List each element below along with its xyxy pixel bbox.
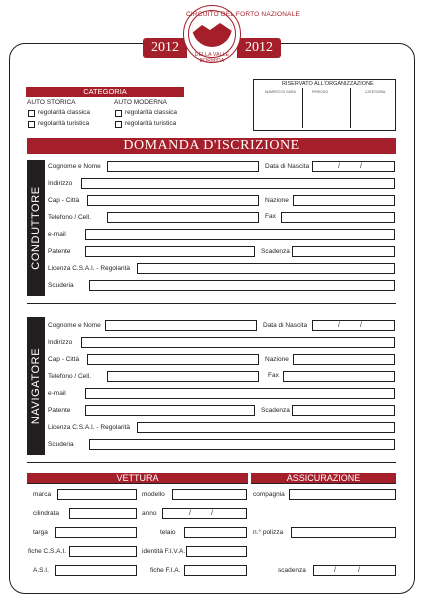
driver-phone-label: Telefono / Cell. (48, 214, 91, 221)
nav-address-input[interactable] (81, 337, 395, 348)
vehicle-csai-sheet-label: fiche C.S.A.I. (28, 548, 66, 555)
logo-year-left: 2012 (143, 38, 187, 58)
driver-city-label: Cap - Città (48, 197, 80, 204)
moderna-classica-checkbox[interactable] (115, 110, 122, 117)
logo-ring-text-top: CIRCUITO DEL FORTO NAZIONALE (186, 11, 301, 18)
moderna-turistica-label: regolarità turistica (125, 120, 177, 127)
storica-classica-checkbox[interactable] (28, 110, 35, 117)
event-logo (140, 5, 301, 77)
vehicle-brand-label: marca (33, 491, 52, 498)
vehicle-fiva-label: identità F.I.V.A. (142, 548, 186, 555)
vehicle-year-label: anno (142, 510, 157, 517)
vehicle-fia-input[interactable] (184, 565, 247, 576)
nav-nation-label: Nazione (265, 356, 289, 363)
driver-license-input[interactable] (85, 246, 255, 257)
driver-expiry-label: Scadenza (261, 248, 290, 255)
insurance-expiry-label: scadenza (278, 567, 306, 574)
driver-expiry-input[interactable] (292, 246, 395, 257)
logo-year-right: 2012 (237, 38, 281, 58)
section-divider (27, 462, 396, 463)
driver-side-label: CONDUTTORE (27, 160, 45, 296)
driver-team-input[interactable] (89, 280, 395, 291)
nav-birth-label: Data di Nascita (263, 322, 308, 329)
vehicle-model-input[interactable] (172, 489, 247, 500)
nav-csai-input[interactable] (137, 422, 395, 433)
vehicle-displacement-label: cilindrata (33, 510, 60, 517)
logo-ring-text-bottom: DELLA VALLE BORMIDA (194, 52, 230, 64)
vehicle-fia-label: fiche F.I.A. (150, 567, 181, 574)
insurance-company-label: compagnia (253, 491, 285, 498)
driver-team-label: Scuderia (48, 282, 74, 289)
vehicle-csai-sheet-input[interactable] (69, 546, 137, 557)
nav-team-label: Scuderia (48, 441, 74, 448)
nav-license-label: Patente (48, 407, 71, 414)
nav-nation-input[interactable] (293, 354, 395, 365)
nav-name-label: Cognome e Nome (48, 322, 101, 329)
navigator-side-label: NAVIGATORE (27, 317, 45, 455)
category-header: CATEGORIA (26, 87, 184, 97)
vehicle-header: VETTURA (27, 473, 248, 483)
vehicle-asi-label: A.S.I. (33, 567, 49, 574)
driver-email-input[interactable] (85, 229, 395, 240)
vehicle-displacement-input[interactable] (69, 508, 137, 519)
nav-address-label: Indirizzo (48, 339, 73, 346)
vehicle-chassis-label: telaio (160, 529, 176, 536)
nav-fax-label: Fax (268, 372, 279, 379)
driver-address-input[interactable] (81, 178, 395, 189)
insurance-company-input[interactable] (289, 489, 396, 500)
nav-team-input[interactable] (89, 439, 395, 450)
nav-license-input[interactable] (85, 405, 255, 416)
insurance-header: ASSICURAZIONE (251, 473, 396, 483)
org-col-race-number: NUMERO DI GARA (265, 90, 296, 94)
nav-expiry-input[interactable] (292, 405, 395, 416)
form-title: DOMANDA D'ISCRIZIONE (27, 138, 396, 154)
auto-storica-label: AUTO STORICA (27, 99, 76, 106)
organization-title: RISERVATO ALL'ORGANIZZAZIONE (282, 81, 374, 87)
storica-classica-label: regolarità classica (38, 109, 91, 116)
driver-csai-label: Licenza C.S.A.I. - Regolarità (48, 265, 131, 272)
nav-email-label: e-mail (48, 390, 66, 397)
driver-fax-label: Fax (265, 213, 276, 220)
driver-phone-input[interactable] (107, 212, 259, 223)
driver-address-label: Indirizzo (48, 180, 73, 187)
driver-fax-input[interactable] (281, 212, 395, 223)
driver-birth-label: Data di Nascita (265, 163, 310, 170)
driver-csai-input[interactable] (137, 263, 395, 274)
vehicle-model-label: modello (142, 491, 165, 498)
driver-name-input[interactable] (107, 161, 259, 172)
driver-city-input[interactable] (87, 195, 259, 206)
driver-nation-label: Nazione (265, 197, 289, 204)
nav-phone-label: Telefono / Cell. (48, 373, 91, 380)
insurance-policy-input[interactable] (291, 527, 396, 538)
auto-moderna-label: AUTO MODERNA (114, 99, 167, 106)
vehicle-chassis-input[interactable] (184, 527, 247, 538)
driver-license-label: Patente (48, 248, 71, 255)
org-col-category: CATEGORIA (365, 90, 386, 94)
nav-fax-input[interactable] (283, 371, 395, 382)
insurance-policy-label: n.° polizza (253, 529, 284, 536)
driver-birth-input[interactable] (312, 161, 395, 172)
nav-email-input[interactable] (85, 388, 395, 399)
vehicle-plate-input[interactable] (55, 527, 137, 538)
vehicle-plate-label: targa (33, 529, 48, 536)
vehicle-asi-input[interactable] (55, 565, 137, 576)
section-divider (27, 303, 396, 304)
org-col-period: PERIODO (312, 90, 329, 94)
vehicle-brand-input[interactable] (57, 489, 137, 500)
insurance-expiry-input[interactable] (313, 565, 396, 576)
vehicle-year-input[interactable] (162, 508, 247, 519)
driver-email-label: e-mail (48, 231, 66, 238)
storica-turistica-checkbox[interactable] (28, 121, 35, 128)
nav-city-label: Cap - Città (48, 356, 80, 363)
moderna-classica-label: regolarità classica (125, 109, 178, 116)
nav-expiry-label: Scadenza (261, 407, 290, 414)
nav-csai-label: Licenza C.S.A.I. - Regolarità (48, 424, 131, 431)
nav-birth-input[interactable] (312, 320, 395, 331)
driver-name-label: Cognome e Nome (48, 163, 101, 170)
storica-turistica-label: regolarità turistica (38, 120, 90, 127)
driver-nation-input[interactable] (293, 195, 395, 206)
nav-name-input[interactable] (105, 320, 257, 331)
nav-city-input[interactable] (87, 354, 259, 365)
moderna-turistica-checkbox[interactable] (115, 121, 122, 128)
vehicle-fiva-input[interactable] (186, 546, 247, 557)
nav-phone-input[interactable] (107, 371, 259, 382)
